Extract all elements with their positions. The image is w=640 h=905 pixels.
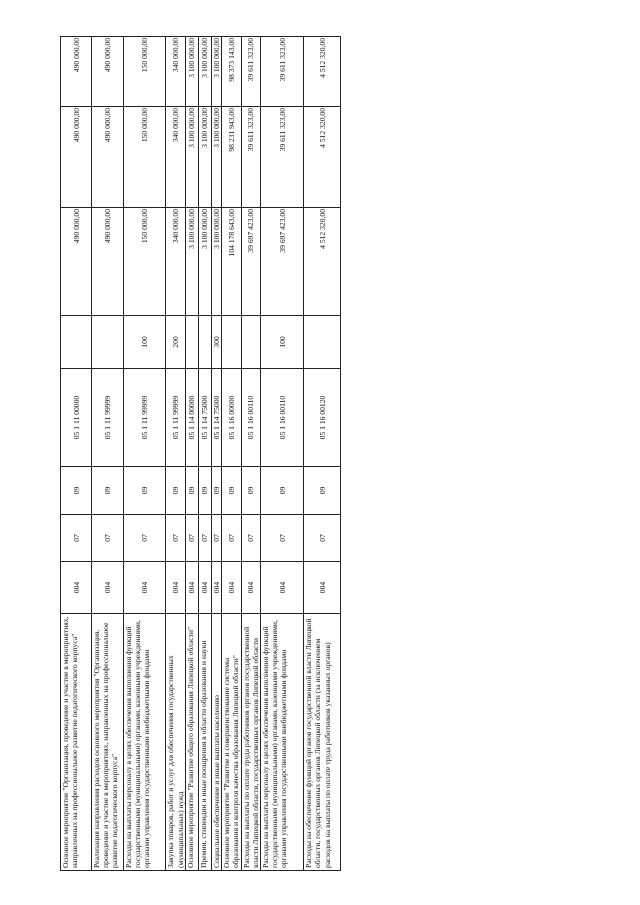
cell-target-article: 05 1 14 75000 xyxy=(212,368,221,466)
cell-ministry: 004 xyxy=(61,561,91,613)
cell-amount-1: 4 512 320,00 xyxy=(304,207,340,315)
table-row xyxy=(261,36,304,871)
cell-ministry: 004 xyxy=(212,561,221,613)
cell-amount-2: 39 611 323,00 xyxy=(261,106,303,207)
cell-section: 07 xyxy=(199,514,211,561)
cell-amount-3: 98 373 143,00 xyxy=(222,36,240,106)
cell-target-article: 05 1 16 00000 xyxy=(222,368,240,466)
cell-expense-type xyxy=(242,315,260,368)
cell-amount-3: 3 100 000,00 xyxy=(186,36,198,106)
cell-amount-1: 150 000,00 xyxy=(124,207,166,315)
table-row xyxy=(92,36,124,871)
cell-amount-2: 340 000,00 xyxy=(166,106,184,207)
cell-amount-1: 39 697 423,00 xyxy=(261,207,303,315)
table-row xyxy=(166,36,185,871)
cell-subsection: 09 xyxy=(199,466,211,514)
cell-name: Закупка товаров, работ и услуг для обеспечения государственных (муниципальных) нужд xyxy=(166,613,184,871)
cell-ministry: 004 xyxy=(92,561,123,613)
cell-target-article: 05 1 16 00120 xyxy=(304,368,340,466)
cell-section: 07 xyxy=(166,514,184,561)
cell-amount-1: 490 000,00 xyxy=(92,207,123,315)
cell-subsection: 09 xyxy=(186,466,198,514)
cell-section: 07 xyxy=(124,514,166,561)
cell-subsection: 09 xyxy=(304,466,340,514)
cell-expense-type: 100 xyxy=(261,315,303,368)
cell-target-article: 05 1 11 00000 xyxy=(61,368,91,466)
table-viewport xyxy=(60,36,341,871)
cell-section: 07 xyxy=(212,514,221,561)
cell-amount-2: 150 000,00 xyxy=(124,106,166,207)
cell-amount-3: 490 000,00 xyxy=(92,36,123,106)
cell-section: 07 xyxy=(222,514,240,561)
cell-ministry: 004 xyxy=(304,561,340,613)
cell-ministry: 004 xyxy=(199,561,211,613)
cell-target-article: 05 1 16 00110 xyxy=(242,368,260,466)
table-row xyxy=(186,36,199,871)
cell-amount-3: 340 000,00 xyxy=(166,36,184,106)
cell-amount-3: 39 611 323,00 xyxy=(242,36,260,106)
table-row xyxy=(60,36,92,871)
cell-target-article: 05 1 11 99999 xyxy=(166,368,184,466)
cell-target-article: 05 1 14 75000 xyxy=(199,368,211,466)
cell-subsection: 09 xyxy=(61,466,91,514)
cell-name: Расходы на выплаты персоналу в целях обеспечения выполнения функций государственными (муниципальными) органами, казенными учреждениями, органами управления государственными внебюджетными фондами xyxy=(261,613,303,871)
cell-amount-3: 39 611 323,00 xyxy=(261,36,303,106)
cell-expense-type: 200 xyxy=(166,315,184,368)
cell-ministry: 004 xyxy=(166,561,184,613)
cell-expense-type xyxy=(92,315,123,368)
cell-ministry: 004 xyxy=(261,561,303,613)
cell-subsection: 09 xyxy=(212,466,221,514)
cell-amount-3: 3 100 000,00 xyxy=(199,36,211,106)
cell-amount-2: 98 231 943,00 xyxy=(222,106,240,207)
cell-subsection: 09 xyxy=(222,466,240,514)
cell-amount-2: 3 100 000,00 xyxy=(186,106,198,207)
cell-amount-2: 3 100 000,00 xyxy=(199,106,211,207)
table-row xyxy=(222,36,241,871)
budget-table xyxy=(60,36,341,871)
cell-name: Премии, стипендии и иные поощрения в области образования и науки xyxy=(199,613,211,871)
cell-amount-3: 150 000,00 xyxy=(124,36,166,106)
cell-name: Расходы на обеспечение функций органов государственной власти Липецкой области, государственных органов Липецкой области (за исключением расходов на выплаты по оплате труда работников указанных органов) xyxy=(304,613,340,871)
cell-amount-1: 3 100 000,00 xyxy=(186,207,198,315)
table-row xyxy=(304,36,341,871)
cell-target-article: 05 1 16 00110 xyxy=(261,368,303,466)
cell-name: Социальное обеспечение и иные выплаты населению xyxy=(212,613,221,871)
cell-subsection: 09 xyxy=(124,466,166,514)
cell-name: Расходы на выплаты по оплате труда работников органов государственной власти Липецкой области, государственных органов Липецкой области xyxy=(242,613,260,871)
cell-name: Основное мероприятие "Организация, проведение и участие в мероприятиях, направленных на профессиональное развитие педагогического корпуса" xyxy=(61,613,91,871)
cell-section: 07 xyxy=(261,514,303,561)
cell-ministry: 004 xyxy=(186,561,198,613)
cell-section: 07 xyxy=(242,514,260,561)
cell-section: 07 xyxy=(61,514,91,561)
cell-name: Реализация направления расходов основного мероприятия "Организация, проведение и участие в мероприятиях, направленных на профессиональное развитие педагогического корпуса" xyxy=(92,613,123,871)
cell-ministry: 004 xyxy=(124,561,166,613)
cell-expense-type xyxy=(186,315,198,368)
cell-name: Основное мероприятие "Развитие общего образования Липецкой области" xyxy=(186,613,198,871)
cell-amount-1: 104 178 643,00 xyxy=(222,207,240,315)
cell-subsection: 09 xyxy=(92,466,123,514)
cell-subsection: 09 xyxy=(166,466,184,514)
cell-section: 07 xyxy=(92,514,123,561)
table-row xyxy=(242,36,261,871)
cell-amount-3: 490 000,00 xyxy=(61,36,91,106)
cell-ministry: 004 xyxy=(222,561,240,613)
cell-amount-3: 4 512 320,00 xyxy=(304,36,340,106)
table-row xyxy=(212,36,222,871)
cell-expense-type xyxy=(61,315,91,368)
cell-target-article: 05 1 11 99999 xyxy=(124,368,166,466)
table-row xyxy=(124,36,167,871)
cell-expense-type xyxy=(304,315,340,368)
table-row xyxy=(199,36,212,871)
cell-subsection: 09 xyxy=(261,466,303,514)
cell-target-article: 05 1 11 99999 xyxy=(92,368,123,466)
cell-ministry: 004 xyxy=(242,561,260,613)
cell-expense-type xyxy=(199,315,211,368)
cell-amount-2: 4 512 320,00 xyxy=(304,106,340,207)
cell-amount-2: 490 000,00 xyxy=(92,106,123,207)
cell-expense-type: 300 xyxy=(212,315,221,368)
cell-subsection: 09 xyxy=(242,466,260,514)
cell-amount-1: 3 100 000,00 xyxy=(212,207,221,315)
cell-section: 07 xyxy=(304,514,340,561)
cell-name: Расходы на выплаты персоналу в целях обеспечения выполнения функций государственными (муниципальными) органами, казенными учреждениями, органами управления государственными внебюджетными фондами xyxy=(124,613,166,871)
cell-amount-1: 39 697 423,00 xyxy=(242,207,260,315)
cell-amount-2: 39 611 323,00 xyxy=(242,106,260,207)
cell-amount-1: 3 100 000,00 xyxy=(199,207,211,315)
cell-amount-2: 490 000,00 xyxy=(61,106,91,207)
cell-expense-type xyxy=(222,315,240,368)
cell-target-article: 05 1 14 00000 xyxy=(186,368,198,466)
cell-amount-1: 340 000,00 xyxy=(166,207,184,315)
cell-name: Основное мероприятие "Развитие и совершенствование системы образования и контроля качества образования Липецкой области" xyxy=(222,613,240,871)
cell-expense-type: 100 xyxy=(124,315,166,368)
cell-amount-2: 3 100 000,00 xyxy=(212,106,221,207)
cell-amount-3: 3 100 000,00 xyxy=(212,36,221,106)
cell-section: 07 xyxy=(186,514,198,561)
cell-amount-1: 490 000,00 xyxy=(61,207,91,315)
